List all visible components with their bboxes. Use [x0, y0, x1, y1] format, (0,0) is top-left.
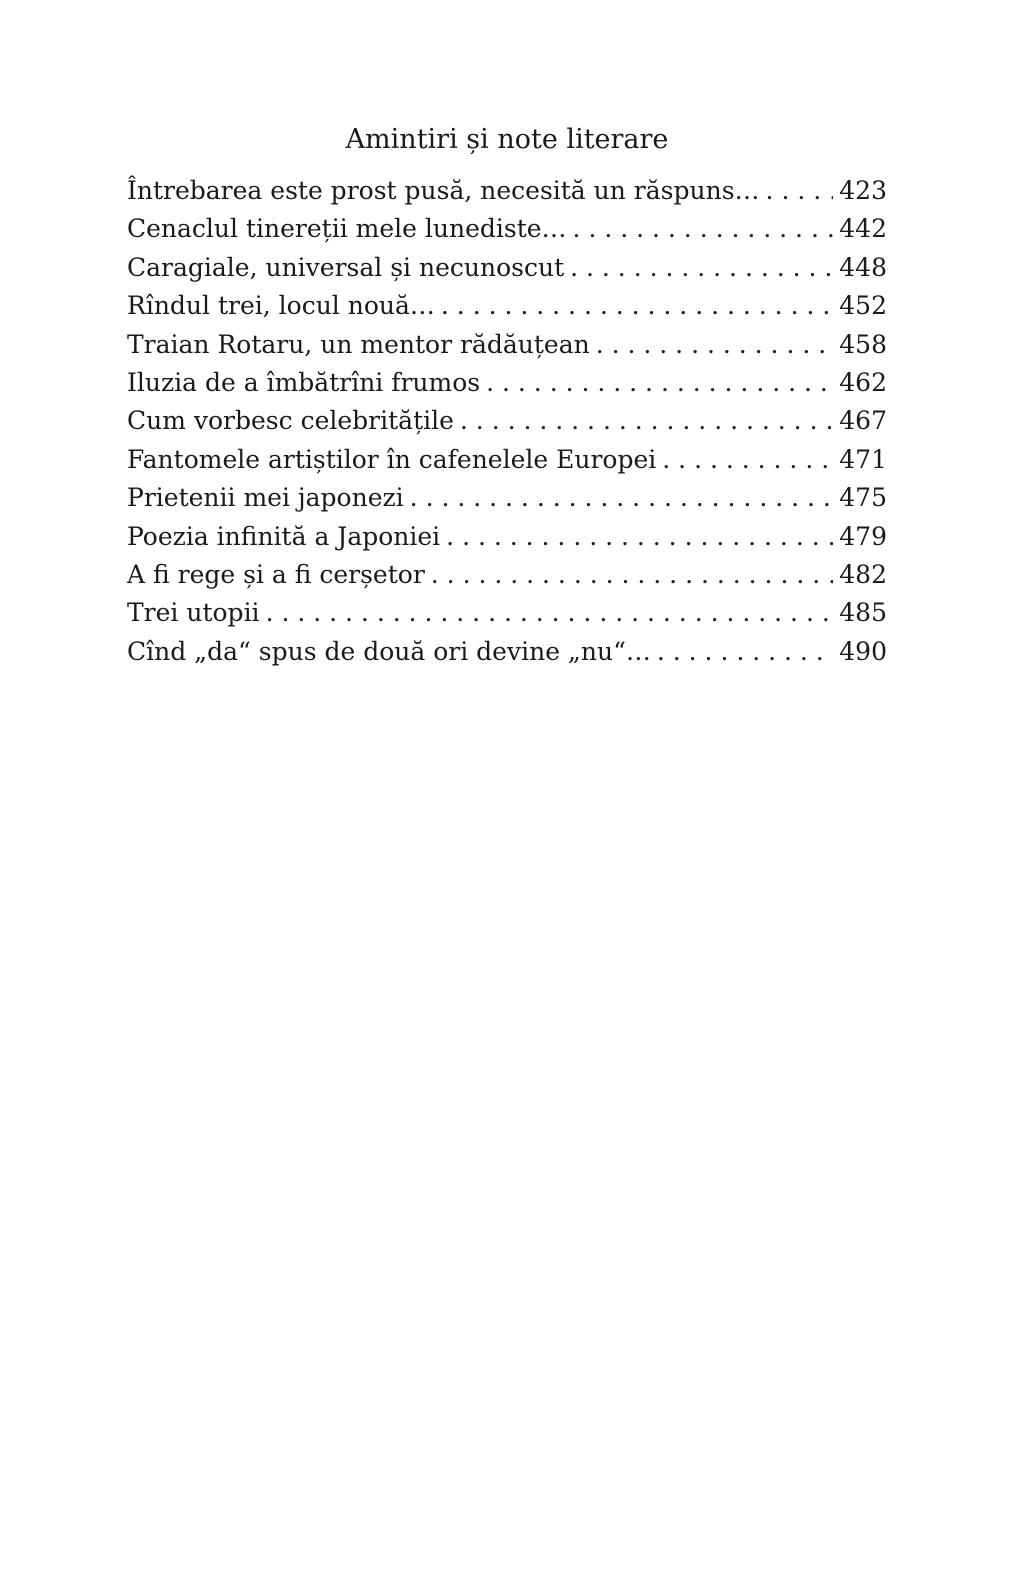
dot-leader [441, 287, 833, 325]
dot-leader [446, 518, 833, 556]
toc-entry-title: Fantomele artiștilor în cafenelele Europei [127, 444, 657, 474]
toc-entry-page: 475 [839, 483, 887, 513]
toc-entry [127, 594, 887, 632]
toc-entry [127, 364, 887, 402]
dot-leader [570, 249, 833, 287]
dot-leader [662, 441, 833, 479]
section-title: Amintiri și note literare [345, 124, 669, 155]
toc-entry-title: Cenaclul tinereții mele lunediste… [127, 214, 567, 244]
toc-entry-page: 482 [839, 559, 887, 589]
toc-entry [127, 518, 887, 556]
dot-leader [573, 210, 834, 248]
toc-entry-page: 423 [839, 176, 887, 205]
toc-entry-title: Poezia infinită a Japoniei [127, 521, 441, 551]
toc-entry-title: Iluzia de a îmbătrîni frumos [127, 367, 481, 397]
toc-entry-page: 462 [839, 367, 887, 397]
toc-entry [127, 326, 887, 364]
toc-entry [127, 402, 887, 440]
toc-entry [127, 287, 887, 325]
dot-leader [486, 364, 833, 402]
toc-entry-title: Întrebarea este prost pusă, necesită un răspuns… [127, 176, 760, 205]
toc-entry-title: Caragiale, universal și necunoscut [127, 252, 565, 282]
toc-entry-page: 485 [839, 598, 887, 628]
toc-entry-title: Prietenii mei japonezi [127, 483, 404, 513]
toc-entry-page: 442 [839, 214, 887, 244]
toc-entry [127, 633, 887, 671]
dot-leader [431, 556, 834, 594]
dot-leader [596, 326, 834, 364]
dot-leader [766, 172, 834, 210]
toc-entry [127, 441, 887, 479]
toc-entry-page: 452 [839, 291, 887, 321]
toc-entry-title: Cum vorbesc celebritățile [127, 406, 454, 436]
toc-entry [127, 249, 887, 287]
toc-entry-title: Traian Rotaru, un mentor rădăuțean [127, 329, 590, 359]
toc-entry-title: A fi rege și a fi cerșetor [127, 559, 425, 589]
dot-leader [266, 594, 834, 632]
toc-entry-page: 467 [839, 406, 887, 436]
toc-entry-page: 490 [839, 636, 887, 666]
toc-entry [127, 479, 887, 517]
toc-entry [127, 556, 887, 594]
dot-leader [410, 479, 834, 517]
toc-entry-page: 479 [839, 521, 887, 551]
toc-entry-page: 448 [839, 252, 887, 282]
table-of-contents [127, 172, 887, 671]
toc-entry [127, 172, 887, 210]
toc-entry-title: Cînd „da“ spus de două ori devine „nu“… [127, 636, 651, 666]
toc-entry-page: 471 [839, 444, 887, 474]
dot-leader [657, 633, 833, 671]
dot-leader [460, 402, 833, 440]
toc-entry-title: Rîndul trei, locul nouă… [127, 291, 435, 321]
toc-entry-title: Trei utopii [127, 598, 260, 628]
toc-entry [127, 210, 887, 248]
toc-entry-page: 458 [839, 329, 887, 359]
